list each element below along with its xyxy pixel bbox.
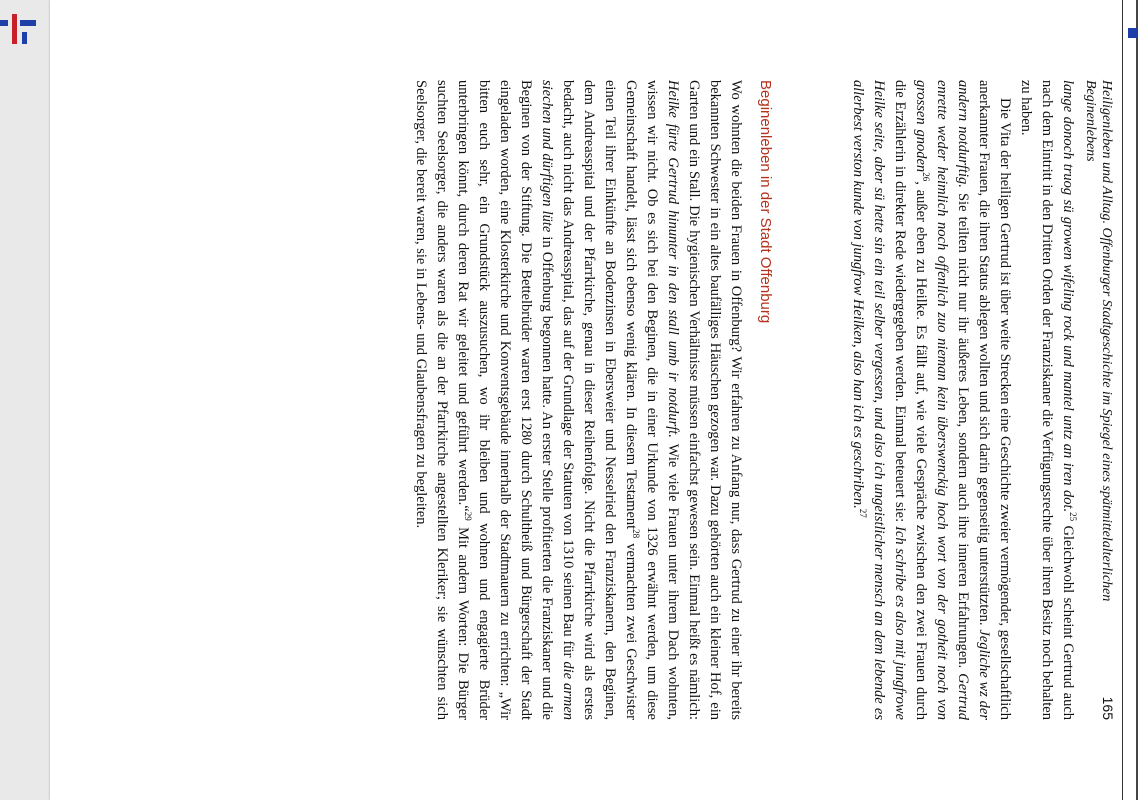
- paragraph-text: vermachten zwei Geschwister einen Teil ihrer Einkünfte an Bodenzinsen in Ebersweier und Nesselried den Franziskanern, den Beginen, dem Andreasspital und der Pfarrkirche, genau in dieser Reihenfolge. Nicht die Pfarrkirche wird als erstes bedacht, auch nicht das Andreasspital, das auf der Grundlage der Statuten von 1310 seinen Bau für: [560, 80, 639, 720]
- footnote-ref[interactable]: 28: [630, 529, 641, 539]
- paragraph-text: Sie teilten nicht nur ihr äußeres Leben, sondern auch ihre inneren Erfahrungen.: [955, 187, 971, 674]
- paragraph: [1015, 80, 1078, 720]
- footnote-ref[interactable]: 27: [857, 508, 868, 518]
- running-title: Heiligenleben und Alltag. Offenburger Stadtgeschichte im Spiegel eines spätmittelalterlichen Beginenlebens: [1083, 80, 1114, 602]
- paragraph: [410, 80, 746, 720]
- paragraph-text: in Offenburg begonnen hatte. An erster Stelle profitierten die Franziskaner und die Beginen von der Stiftung. Die Bettelbrüder waren erst 1280 durch Schultheiß und Bürgerschaft der Stadt eingeladen worden, eine Klosterkirche und Konventsgebäude innerhalb der Stadtmauern zu errichten: „Wir bitten euch sehr, ein Grundstück auszusuchen, wo ihr bleiben und wohnen und engagierte Brüder unterbringen könnt, durch deren Rat wir geleitet und geführt werden.“: [455, 80, 555, 720]
- text-block-lower: [410, 80, 746, 720]
- quote-text: Jegliche wz der andern notdurftig.: [955, 80, 992, 720]
- page-number: 165: [1100, 696, 1116, 720]
- running-header: [1082, 80, 1116, 720]
- section-heading: Beginenleben in der Stadt Offenburg: [757, 80, 774, 324]
- quote-text: Gertrud enrette weder heimlich noch offenlich zuo nieman kein überswenckig hoch wort von der gotheit noch von grossen gnoden: [913, 80, 971, 720]
- logo-mark-icon: [1128, 28, 1138, 38]
- quote-text: die armen siechen und dürftigen lüte: [539, 80, 576, 721]
- paragraph-text: Gleichwohl scheint Gertrud auch nach dem Eintritt in den Dritten Orden der Franziskaner die Verfügungsrechte über ihren Besitz noch behalten zu haben.: [1018, 80, 1076, 721]
- viewer-right-divider: [1136, 0, 1138, 800]
- quote-text: Heilke fürte Gertrud hinunter in den stall umb ir notdurft.: [665, 80, 681, 438]
- footnote-ref[interactable]: 29: [462, 511, 473, 521]
- university-library-logo-icon[interactable]: [0, 10, 40, 50]
- footnote-ref[interactable]: 25: [1067, 512, 1078, 522]
- paragraph: [847, 80, 1015, 720]
- paragraph-text: Wo wohnten die beiden Frauen in Offenburg? Wir erfahren zu Anfang nur, dass Gertrud zu einer ihr bereits bekannten Schwester in ein altes baufälliges Häuschen gezogen war. Dazu gehörten auch ein kleiner Hof, ein Garten und ein Stall. Die hygienischen Verhältnisse müssen einfachst gewesen sein. Einmal heißt es nämlich:: [686, 80, 744, 720]
- text-block-upper: [847, 80, 1078, 720]
- document-page: [50, 0, 1130, 800]
- viewer-right-bar: [1130, 0, 1148, 800]
- paragraph-text: , außer eben zu Heilke. Es fällt auf, wie viele Gespräche zwischen den zwei Frauen durch die Erzählerin in direkter Rede wiedergegeben werden. Einmal beteuert sie:: [892, 80, 929, 720]
- quote-text: Ich schribe es also mit jungfrowe Heilke seite, aber sü hette sin ein teil selber vergessen, und also ich ungeistlicher mensch an dem lebende es allerbest verston kunde von jungfrow Heilken, also han ich es geschriben.: [850, 80, 908, 720]
- page-content: [50, 0, 1130, 800]
- footnote-ref[interactable]: 26: [920, 172, 931, 182]
- paragraph-text: Die Vita der heiligen Gertrud ist über weite Strecken eine Geschichte zweier vermögender, gesellschaftlich anerkannter Frauen, die ihren Status ablegen wollten und sich darin gegenseitig unterstützten.: [976, 80, 1013, 720]
- paragraph-text: Wie viele Frauen unter ihrem Dach wohnten, wissen wir nicht. Ob es sich bei den Beginen, die in einer Urkunde von 1326 erwähnt werden, um diese Gemeinschaft handelt, lässt sich ebenso wenig klären. In diesem Testament: [623, 80, 681, 720]
- paragraph-text: Mit andern Worten: Die Bürger suchten Seelsorger, die anders waren als die an der Pfarrkirche angestellten Kleriker; sie wünschten sich Seelsorger, die bereit waren, sie in Lebens- und Glaubensfragen zu begleiten.: [413, 80, 471, 720]
- quote-text: lange donoch truog sü growen wifeling rock und mantel untz an iren dot.: [1060, 80, 1076, 513]
